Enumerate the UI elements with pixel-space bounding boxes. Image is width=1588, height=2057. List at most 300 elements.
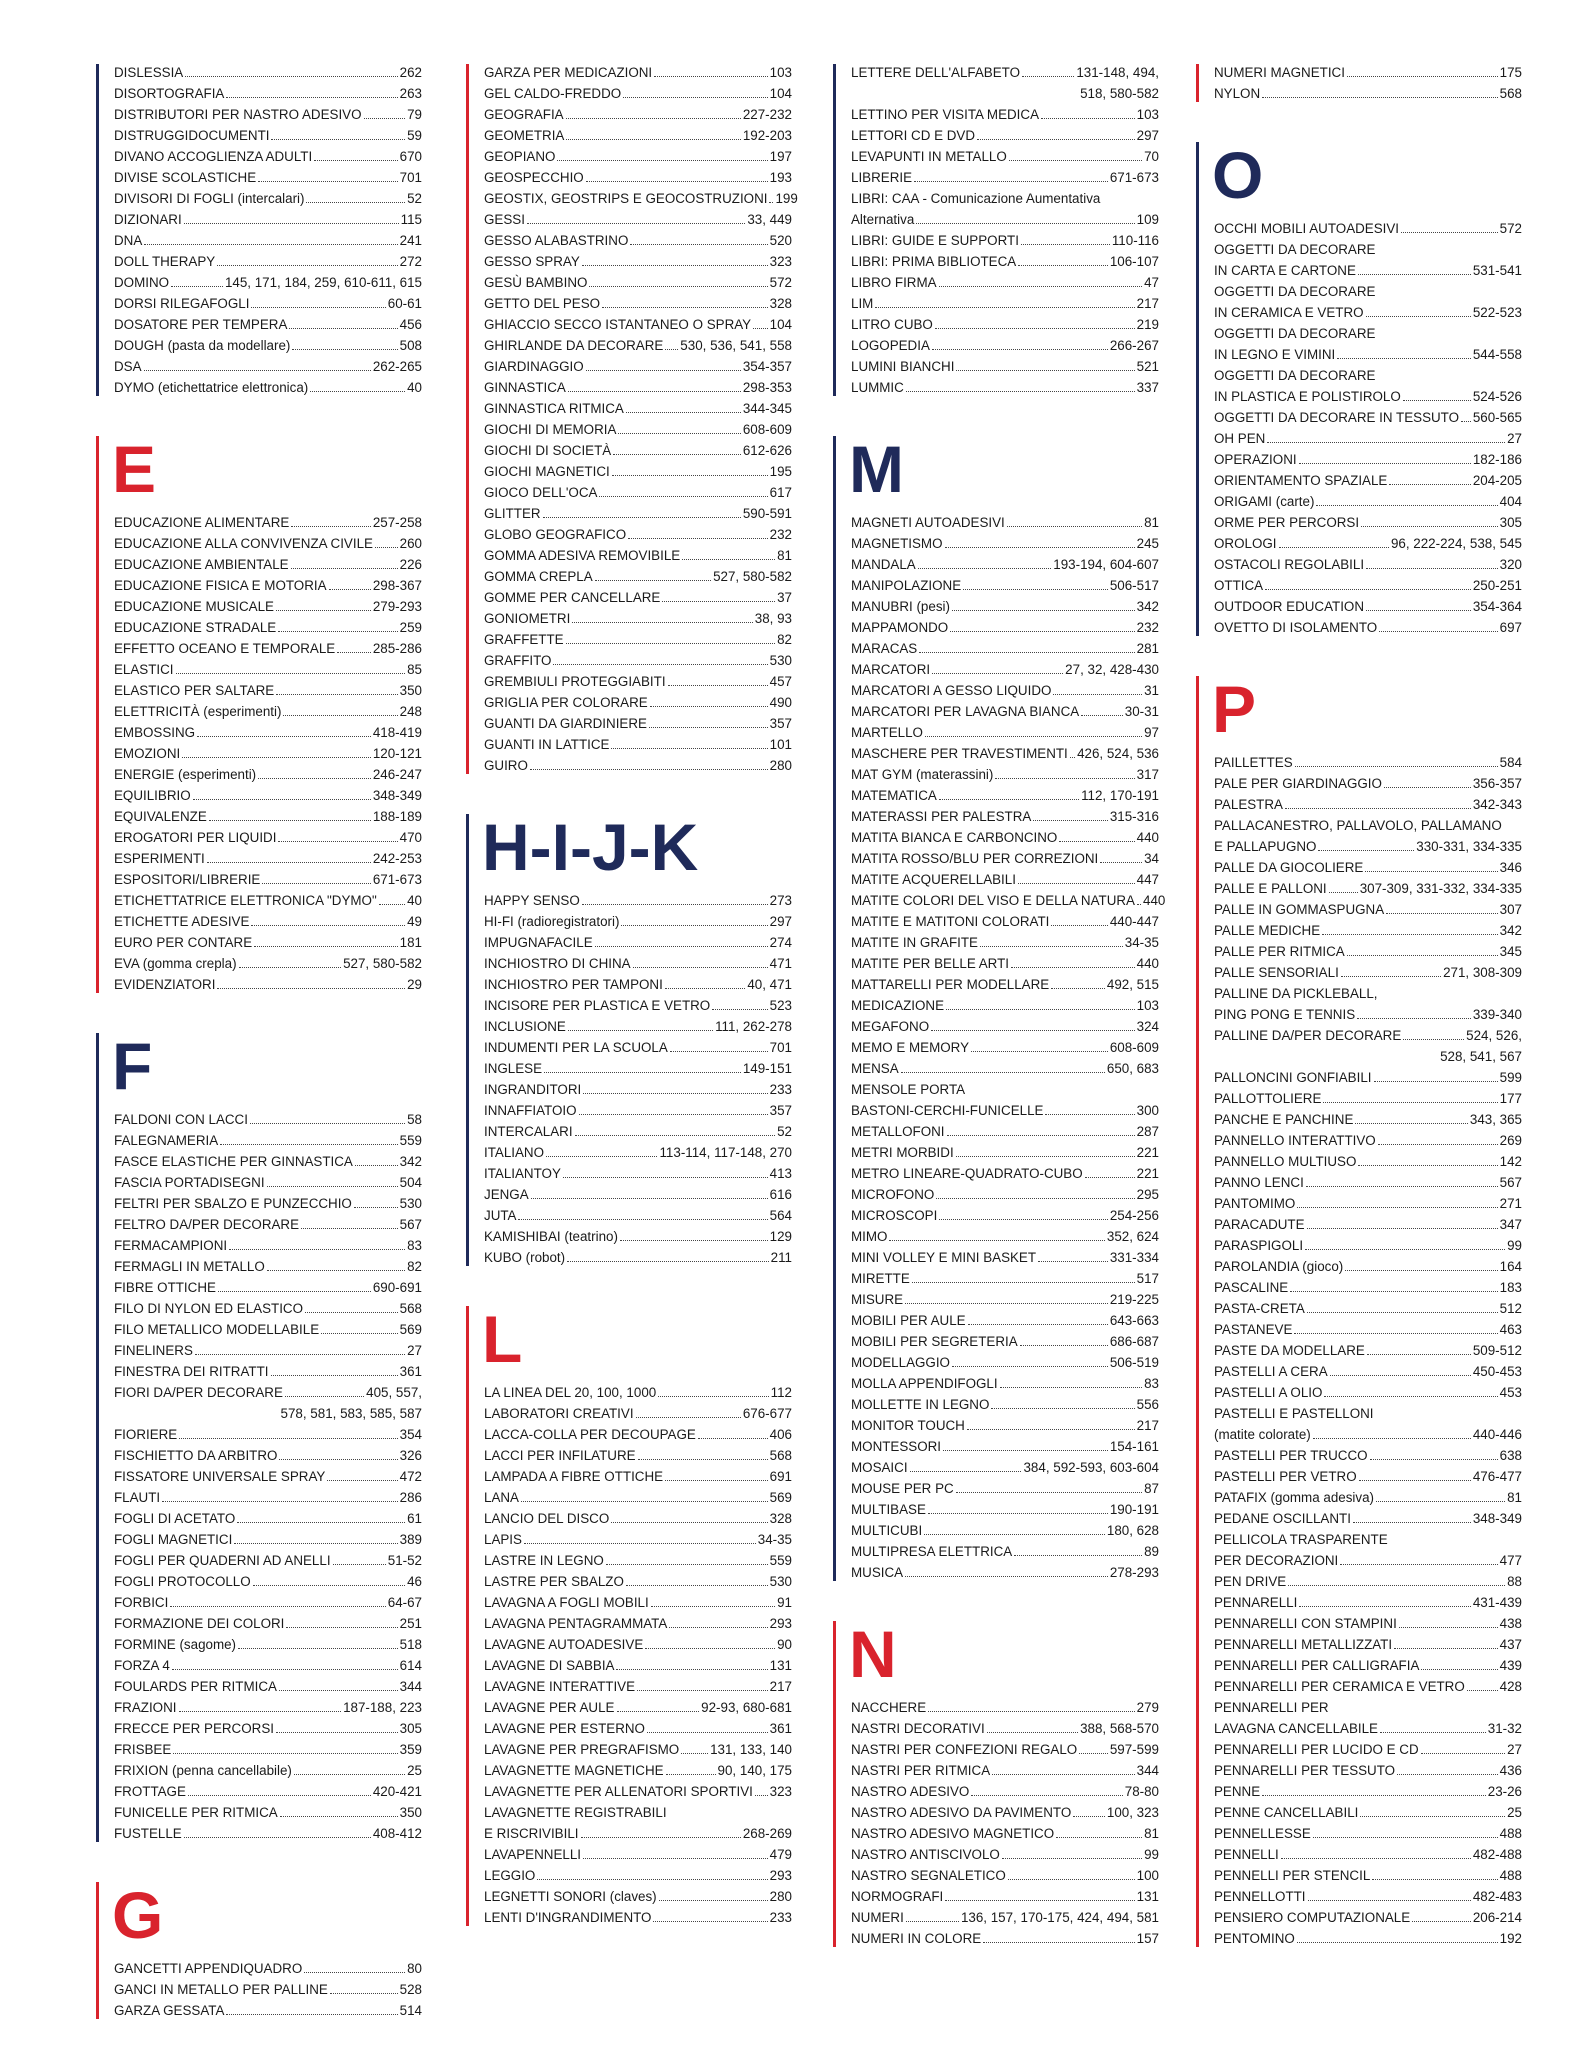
index-entry	[851, 617, 1159, 638]
index-entry	[1214, 596, 1522, 617]
index-entry	[851, 890, 1166, 911]
index-entry	[851, 1016, 1159, 1037]
entry-term: LIM	[851, 296, 874, 311]
entry-pages: 37	[777, 590, 792, 605]
entry-term: GIOCHI MAGNETICI	[484, 464, 610, 479]
index-entry	[851, 764, 1159, 785]
entry-pages: 488	[1499, 1868, 1522, 1883]
entry-term: EROGATORI PER LIQUIDI	[114, 830, 277, 845]
entry-pages: 91	[777, 1595, 792, 1610]
entry-pages: 286	[399, 1490, 422, 1505]
index-entry	[851, 659, 1159, 680]
index-entry	[851, 1928, 1159, 1949]
entry-pages: 104	[769, 86, 792, 101]
leader-dots	[250, 1123, 405, 1124]
entry-term: OVETTO DI ISOLAMENTO	[1214, 620, 1378, 635]
index-entry	[484, 188, 798, 209]
leader-dots	[968, 1324, 1108, 1325]
leader-dots	[1461, 421, 1471, 422]
leader-dots	[681, 1753, 708, 1754]
entry-term: GHIACCIO SECCO ISTANTANEO O SPRAY	[484, 317, 752, 332]
entry-term: PAILLETTES	[1214, 755, 1293, 770]
entry-pages: 226	[399, 557, 422, 572]
index-entry	[1214, 512, 1522, 533]
leader-dots	[572, 622, 752, 623]
entry-pages: 81	[1144, 1826, 1159, 1841]
leader-dots	[1262, 1795, 1486, 1796]
entry-pages: 30-31	[1124, 704, 1159, 719]
entry-pages: 354-357	[742, 359, 792, 374]
index-entry	[1214, 1256, 1522, 1277]
entry-pages: 389	[399, 1532, 422, 1547]
entry-term: METRO LINEARE-QUADRATO-CUBO	[851, 1166, 1083, 1181]
entry-term: DISTRIBUTORI PER NASTRO ADESIVO	[114, 107, 362, 122]
entry-pages: 567	[399, 1217, 422, 1232]
entry-term: EQUILIBRIO	[114, 788, 191, 803]
leader-dots	[586, 181, 768, 182]
leader-dots	[1397, 1774, 1498, 1775]
entry-term: EDUCAZIONE ALIMENTARE	[114, 515, 290, 530]
index-entry	[851, 1478, 1159, 1499]
index-entry	[851, 1310, 1159, 1331]
entry-term: PENNE	[1214, 1784, 1261, 1799]
index-entry	[484, 995, 792, 1016]
entry-pages: 157	[1136, 1931, 1159, 1946]
leader-dots	[952, 610, 1135, 611]
leader-dots	[595, 946, 768, 947]
entry-term: GLOBO GEOGRAFICO	[484, 527, 627, 542]
leader-dots	[217, 265, 397, 266]
leader-dots	[173, 1753, 397, 1754]
leader-dots	[1401, 232, 1498, 233]
entry-term: MARTELLO	[851, 725, 923, 740]
leader-dots	[698, 1438, 768, 1439]
entry-pages: 560-565	[1472, 410, 1522, 425]
leader-dots	[575, 1135, 776, 1136]
entry-pages: 164	[1499, 1259, 1522, 1274]
entry-pages: 287	[1136, 1124, 1159, 1139]
index-entry	[851, 533, 1159, 554]
entry-term: EURO PER CONTARE	[114, 935, 253, 950]
entry-term: GEOPIANO	[484, 149, 556, 164]
leader-dots	[1299, 1606, 1470, 1607]
entry-term: EFFETTO OCEANO E TEMPORALE	[114, 641, 336, 656]
entry-pages: 111, 262-278	[715, 1019, 792, 1034]
entry-pages: 437	[1499, 1637, 1522, 1652]
entry-pages: 103	[769, 65, 792, 80]
entry-pages: 670	[399, 149, 422, 164]
entry-pages: 87	[1144, 1481, 1159, 1496]
index-entry	[1214, 491, 1522, 512]
leader-dots	[144, 370, 371, 371]
entry-pages: 129	[769, 1229, 792, 1244]
entry-pages: 192-203	[742, 128, 792, 143]
entry-pages: 99	[1507, 1238, 1522, 1253]
entry-term: FOGLI PER QUADERNI AD ANELLI	[114, 1553, 331, 1568]
leader-dots	[1403, 1039, 1464, 1040]
index-entry	[114, 890, 422, 911]
leader-dots	[983, 1942, 1134, 1943]
leader-dots	[950, 631, 1134, 632]
index-entry	[484, 890, 792, 911]
leader-dots	[1279, 547, 1389, 548]
index-entry	[1214, 218, 1522, 239]
entry-pages: 227-232	[742, 107, 792, 122]
entry-term: FLAUTI	[114, 1490, 161, 1505]
entry-term: PENNE CANCELLABILI	[1214, 1805, 1359, 1820]
entry-pages: 181	[399, 935, 422, 950]
leader-dots	[1033, 820, 1108, 821]
entry-pages: 527, 580-582	[343, 956, 422, 971]
index-entry	[114, 1571, 422, 1592]
index-entry	[1214, 1487, 1522, 1508]
entry-term: GANCI IN METALLO PER PALLINE	[114, 1982, 328, 1997]
index-entry	[851, 974, 1159, 995]
entry-second-line	[1214, 1718, 1522, 1739]
entry-term: PASTELLI A OLIO	[1214, 1385, 1323, 1400]
index-entry	[851, 1205, 1159, 1226]
entry-pages: 34	[1144, 851, 1159, 866]
entry-term: MINI VOLLEY E MINI BASKET	[851, 1250, 1037, 1265]
index-entry	[114, 209, 422, 230]
leader-dots	[217, 988, 405, 989]
index-entry	[1214, 1172, 1522, 1193]
entry-term: MATEMATICA	[851, 788, 937, 803]
leader-dots	[914, 181, 1108, 182]
entry-pages: 514	[399, 2003, 422, 2018]
entry-pages: 671-673	[1109, 170, 1159, 185]
leader-dots	[283, 715, 397, 716]
leader-dots	[185, 76, 397, 77]
entry-pages: 524, 526,	[1466, 1028, 1522, 1043]
leader-dots	[1041, 118, 1135, 119]
entry-pages: 342	[1499, 923, 1522, 938]
index-entry	[484, 1121, 792, 1142]
leader-dots	[310, 391, 405, 392]
entry-pages: 472	[399, 1469, 422, 1484]
entry-term: FALDONI CON LACCI	[114, 1112, 248, 1127]
leader-dots	[1329, 892, 1358, 893]
leader-dots	[1358, 1165, 1497, 1166]
index-entry	[484, 1445, 792, 1466]
leader-dots	[936, 1198, 1134, 1199]
entry-term: INCHIOSTRO PER TAMPONI	[484, 977, 663, 992]
leader-dots	[279, 1459, 397, 1460]
entry-pages: 298-353	[742, 380, 792, 395]
entry-pages: 330-331, 334-335	[1416, 839, 1522, 854]
entry-term: MATTARELLI PER MODELLARE	[851, 977, 1050, 992]
entry-term: PENTOMINO	[1214, 1931, 1295, 1946]
leader-dots	[1281, 1858, 1471, 1859]
index-entry	[114, 1214, 422, 1235]
index-entry	[1214, 1907, 1522, 1928]
entry-pages: 154-161	[1109, 1439, 1159, 1454]
entry-pages: 52	[777, 1124, 792, 1139]
entry-term: MANIPOLAZIONE	[851, 578, 962, 593]
leader-dots	[234, 1543, 397, 1544]
leader-dots	[188, 1795, 371, 1796]
entry-term: EDUCAZIONE ALLA CONVIVENZA CIVILE	[114, 536, 373, 551]
leader-dots	[1018, 883, 1135, 884]
index-entry	[484, 62, 792, 83]
index-entry	[114, 932, 422, 953]
entry-pages: 323	[769, 254, 792, 269]
entry-pages: 206-214	[1472, 1910, 1522, 1925]
entry-pages: 413	[769, 1166, 792, 1181]
leader-dots	[304, 1972, 405, 1973]
entry-term: GOMME PER CANCELLARE	[484, 590, 661, 605]
index-entry	[851, 806, 1159, 827]
entry-term: PANCHE E PANCHINE	[1214, 1112, 1354, 1127]
leader-dots	[209, 820, 371, 821]
entry-term: GARZA PER MEDICAZIONI	[484, 65, 653, 80]
leader-dots	[1267, 442, 1505, 443]
index-entry	[484, 629, 792, 650]
leader-dots	[987, 1732, 1078, 1733]
entry-term: MATITE E MATITONI COLORATI	[851, 914, 1050, 929]
entry-pages: 504	[399, 1175, 422, 1190]
section-letter-heading: N	[849, 1617, 897, 1691]
entry-pages: 616	[769, 1187, 792, 1202]
leader-dots	[928, 1711, 1135, 1712]
index-entry	[114, 617, 422, 638]
entry-pages: 46	[407, 1574, 422, 1589]
entry-pages: 83	[407, 1238, 422, 1253]
entry-term: ELASTICI	[114, 662, 174, 677]
leader-dots	[253, 1585, 405, 1586]
leader-dots	[932, 349, 1108, 350]
index-entry	[114, 953, 422, 974]
entry-pages: 217	[769, 1679, 792, 1694]
index-entry	[1214, 1676, 1522, 1697]
entry-pages-continued: 518, 580-582	[1080, 86, 1159, 101]
leader-dots	[918, 568, 1052, 569]
index-entry	[114, 512, 422, 533]
leader-dots	[582, 904, 768, 905]
entry-term: PALLE MEDICHE	[1214, 923, 1321, 938]
entry-term: MATITE COLORI DEL VISO E DELLA NATURA	[851, 893, 1135, 908]
index-entry	[114, 1718, 422, 1739]
entry-pages: 517	[1136, 1271, 1159, 1286]
leader-dots	[537, 1879, 767, 1880]
entry-pages: 109	[1136, 212, 1159, 227]
leader-dots	[1297, 1942, 1498, 1943]
entry-pages: 82	[407, 1259, 422, 1274]
index-entry	[1214, 1109, 1522, 1130]
entry-term: OGGETTI DA DECORARE IN TESSUTO	[1214, 410, 1460, 425]
index-entry	[851, 251, 1159, 272]
entry-term: PANNELLO INTERATTIVO	[1214, 1133, 1376, 1148]
entry-term: ORIGAMI (carte)	[1214, 494, 1315, 509]
entry-pages: 278-293	[1109, 1565, 1159, 1580]
index-entry	[484, 974, 792, 995]
entry-term: GANCETTI APPENDIQUADRO	[114, 1961, 303, 1976]
index-entry	[114, 764, 422, 785]
entry-term: GREMBIULI PROTEGGIABITI	[484, 674, 666, 689]
leader-dots	[375, 547, 398, 548]
entry-pages: 40, 471	[747, 977, 792, 992]
entry-pages: 274	[769, 935, 792, 950]
entry-term: LAPIS	[484, 1532, 522, 1547]
index-entry	[484, 524, 792, 545]
section-letter-heading: H-I-J-K	[482, 810, 699, 884]
index-entry	[1214, 617, 1522, 638]
entry-term: MARCATORI A GESSO LIQUIDO	[851, 683, 1052, 698]
leader-dots	[291, 568, 398, 569]
entry-term: NASTRI PER CONFEZIONI REGALO	[851, 1742, 1078, 1757]
entry-term: DISLESSIA	[114, 65, 184, 80]
leader-dots	[179, 1711, 342, 1712]
entry-term: PENNARELLI PER CERAMICA E VETRO	[1214, 1679, 1465, 1694]
index-entry	[114, 974, 422, 995]
entry-pages: 527, 580-582	[713, 569, 792, 584]
index-entry	[851, 1739, 1159, 1760]
index-entry	[1214, 1571, 1522, 1592]
entry-pages: 60-61	[387, 296, 422, 311]
index-entry	[114, 1424, 422, 1445]
index-entry	[1214, 1529, 1522, 1571]
leader-dots	[971, 1051, 1108, 1052]
leader-dots	[636, 1417, 741, 1418]
entry-term: OGGETTI DA DECORARE	[1214, 284, 1376, 299]
entry-pages: 331-334	[1109, 1250, 1159, 1265]
entry-term: LAMPADA A FIBRE OTTICHE	[484, 1469, 664, 1484]
entry-pages: 352, 624	[1106, 1229, 1159, 1244]
entry-term: MEGAFONO	[851, 1019, 930, 1034]
entry-pages: 617	[769, 485, 792, 500]
entry-term: PALLE SENSORIALI	[1214, 965, 1339, 980]
leader-dots	[1347, 76, 1498, 77]
index-entry	[851, 1541, 1159, 1562]
entry-term: INGLESE	[484, 1061, 543, 1076]
entry-term: MATERASSI PER PALESTRA	[851, 809, 1032, 824]
entry-pages: 568	[1499, 86, 1522, 101]
index-entry	[114, 680, 422, 701]
entry-pages: 27	[1507, 1742, 1522, 1757]
entry-main-line	[851, 62, 1159, 83]
entry-pages: 219	[1136, 317, 1159, 332]
entry-term: ESPERIMENTI	[114, 851, 205, 866]
entry-pages: 408-412	[372, 1826, 422, 1841]
index-entry	[114, 1739, 422, 1760]
index-entry	[484, 911, 792, 932]
entry-pages: 348-349	[372, 788, 422, 803]
entry-pages: 530	[769, 1574, 792, 1589]
leader-dots	[1079, 1753, 1108, 1754]
leader-dots	[1374, 1081, 1498, 1082]
entry-second-line	[851, 1100, 1159, 1121]
leader-dots	[1345, 1270, 1497, 1271]
entry-pages: 328	[769, 1511, 792, 1526]
entry-pages: 193	[769, 170, 792, 185]
entry-pages: 131-148, 494,	[1076, 65, 1159, 80]
leader-dots	[912, 1282, 1135, 1283]
entry-term: MARACAS	[851, 641, 918, 656]
index-entry	[1214, 983, 1522, 1025]
index-section	[466, 1304, 792, 1928]
entry-pages: 280	[769, 758, 792, 773]
index-entry	[851, 335, 1159, 356]
index-entry	[114, 701, 422, 722]
leader-dots	[1306, 1186, 1498, 1187]
entry-term: PALLE E PALLONI	[1214, 881, 1327, 896]
entry-pages: 96, 222-224, 538, 545	[1390, 536, 1522, 551]
entry-pages: 232	[1136, 620, 1159, 635]
entry-term: EVA (gomma crepla)	[114, 956, 237, 971]
index-entry	[851, 911, 1159, 932]
index-entry	[1214, 1802, 1522, 1823]
index-entry	[851, 869, 1159, 890]
leader-dots	[184, 223, 399, 224]
index-entry	[851, 1781, 1159, 1802]
entry-pages: 58	[407, 1112, 422, 1127]
entry-term: JUTA	[484, 1208, 517, 1223]
entry-term: MAGNETISMO	[851, 536, 943, 551]
entry-pages: 250-251	[1472, 578, 1522, 593]
entry-term: FORZA 4	[114, 1658, 170, 1673]
entry-pages: 359	[399, 1742, 422, 1757]
entry-pages: 31-32	[1487, 1721, 1522, 1736]
entry-pages: 418-419	[372, 725, 422, 740]
leader-dots	[1307, 1312, 1498, 1313]
entry-term: DNA	[114, 233, 143, 248]
index-entry	[851, 1718, 1159, 1739]
entry-term: PALLOTTOLIERE	[1214, 1091, 1322, 1106]
section-letter-heading: P	[1212, 672, 1257, 746]
entry-pages: 456	[399, 317, 422, 332]
entry-term: NASTRO ANTISCIVOLO	[851, 1847, 1000, 1862]
entry-pages: 59	[407, 128, 422, 143]
leader-dots	[1347, 955, 1498, 956]
leader-dots	[905, 1303, 1108, 1304]
leader-dots	[1002, 1858, 1142, 1859]
entry-pages: 476-477	[1472, 1469, 1522, 1484]
entry-second-line	[1214, 260, 1522, 281]
leader-dots	[1038, 1261, 1108, 1262]
index-entry	[114, 1781, 422, 1802]
leader-dots	[531, 1198, 768, 1199]
index-entry	[1214, 1592, 1522, 1613]
entry-term: MOBILI PER SEGRETERIA	[851, 1334, 1018, 1349]
index-entry	[851, 512, 1159, 533]
index-entry	[484, 293, 792, 314]
entry-term: PENNELLI PER STENCIL	[1214, 1868, 1371, 1883]
leader-dots	[712, 1009, 767, 1010]
index-entry	[484, 314, 792, 335]
index-entry	[851, 1886, 1159, 1907]
index-entry	[1214, 62, 1522, 83]
entry-term: PANNO LENCI	[1214, 1175, 1304, 1190]
entry-main-line	[1214, 1025, 1522, 1046]
entry-term: GIOCHI DI SOCIETÀ	[484, 443, 612, 458]
leader-dots	[769, 202, 773, 203]
entry-pages: 183	[1499, 1280, 1522, 1295]
index-entry	[114, 1529, 422, 1550]
index-entry	[851, 1037, 1159, 1058]
leader-dots	[613, 454, 741, 455]
entry-pages: 384, 592-593, 603-604	[1023, 1460, 1159, 1475]
entry-pages: 572	[1499, 221, 1522, 236]
entry-term: MAT GYM (materassini)	[851, 767, 994, 782]
entry-term: MEDICAZIONE	[851, 998, 944, 1013]
leader-dots	[1000, 1387, 1142, 1388]
leader-dots	[278, 631, 397, 632]
entry-term: OTTICA	[1214, 578, 1264, 593]
entry-pages: 81	[777, 548, 792, 563]
entry-pages: 686-687	[1109, 1334, 1159, 1349]
entry-term: OSTACOLI REGOLABILI	[1214, 557, 1365, 572]
entry-term: MATITA ROSSO/BLU PER CORREZIONI	[851, 851, 1099, 866]
